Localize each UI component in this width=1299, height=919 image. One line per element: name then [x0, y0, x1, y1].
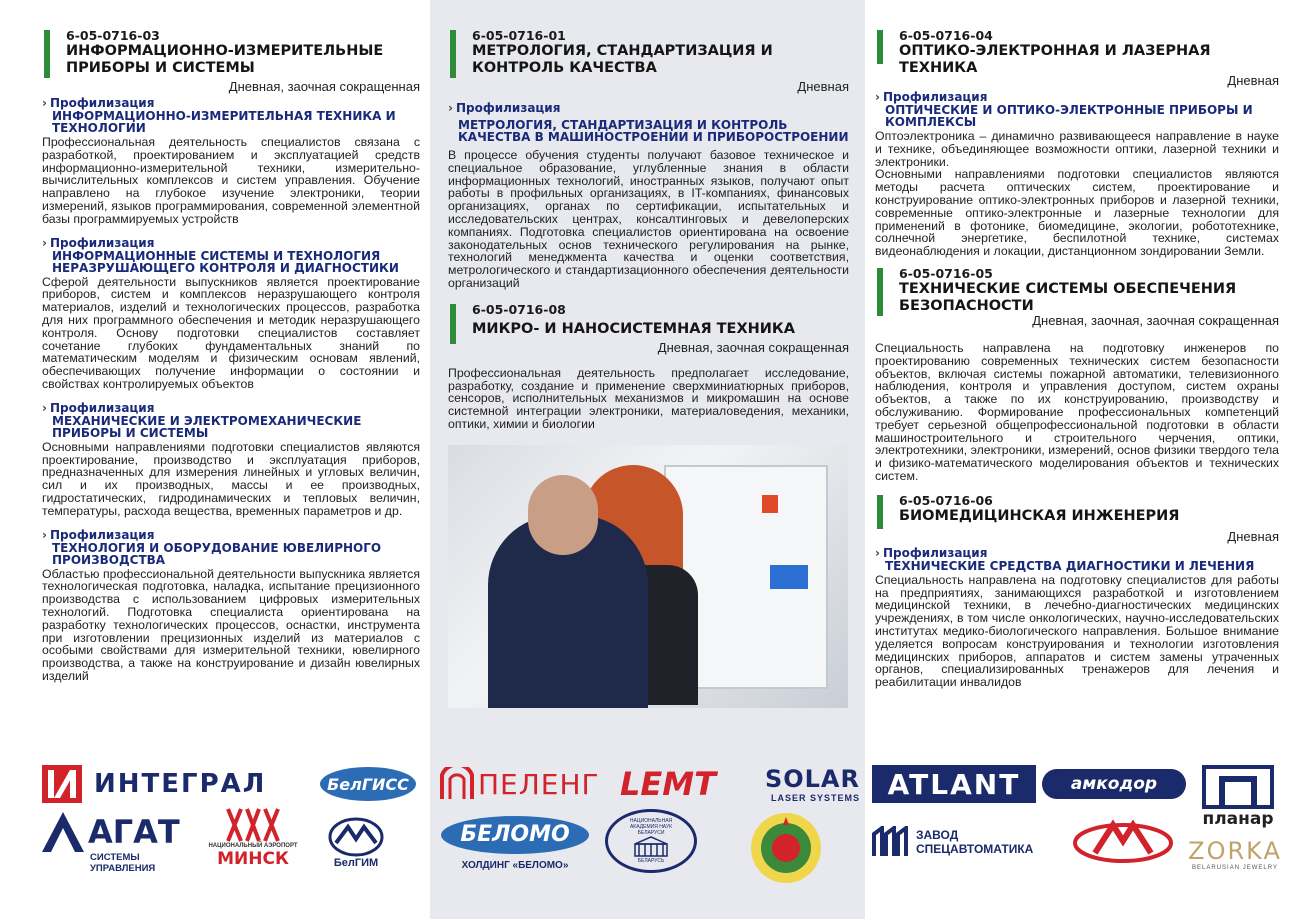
specialty-code: 6-05-0716-04 [899, 28, 993, 43]
profile-label: › Профилизация [448, 101, 561, 115]
profile-label: › Профилизация [875, 545, 988, 560]
accent-bar [44, 30, 50, 78]
belgiss-logo: БелГИСС [318, 762, 418, 806]
integral-logo: ИНТЕГРАЛ [42, 762, 292, 806]
study-form: Дневная [797, 79, 849, 94]
peleng-mark-icon [440, 767, 474, 801]
section-header [448, 302, 849, 338]
lemt-logo: LEMT [620, 765, 716, 803]
maz-logo [1068, 818, 1178, 864]
section-header [875, 266, 1279, 315]
partner-logos-left [42, 762, 422, 912]
chevron-right-icon: › [448, 101, 453, 115]
belgim-mark-icon [328, 813, 384, 857]
zorka-logo: ZORKA BELARUSIAN JEWELRY [1188, 837, 1282, 871]
nan-logo: НАЦИОНАЛЬНАЯ АКАДЕМИЯ НАУК БЕЛАРУСИ БЕЛАРУСЬ [602, 808, 700, 874]
section-header [42, 28, 420, 77]
minsk-airport-logo: НАЦИОНАЛЬНЫЙ АЭРОПОРТ МИНСК [208, 802, 298, 874]
integral-mark-icon [42, 765, 82, 803]
zavod-mark-icon [872, 826, 912, 858]
profile-text: Областью профессиональной деятельности выпускника является технологическая подготовка, наладка, испытание прецизионного производства с использованием цифровых измерительных технологий. Подготовка специалиста ориентирована на разработку технологических процессов, оснастки, инструмента при изготовлении прецизионных изделий из материалов с особыми свойствами для измерительной техники, ювелирного производства, а также на конструирование и дизайн ювелирных изделий [42, 566, 420, 683]
peleng-logo: ПЕЛЕНГ [440, 764, 612, 804]
profile-title: ИНФОРМАЦИОННЫЕ СИСТЕМЫ И ТЕХНОЛОГИЯ НЕРАЗРУШАЮЩЕГО КОНТРОЛЯ И ДИАГНОСТИКИ [52, 248, 399, 275]
specialty-title: ОПТИКО-ЭЛЕКТРОННАЯ И ЛАЗЕРНАЯ ТЕХНИКА [899, 43, 1211, 76]
chevron-right-icon: › [42, 400, 47, 415]
profile-label: › Профилизация [42, 527, 155, 542]
profile-text: В процессе обучения студенты получают базовое техническое и специальное образование, углубленные знания в области информационных технологий, иностранных языков, получают опыт работы в профильных организациях, в IT-компаниях, финансовых организациях, органах по сертификации, испытательных и исследовательских центрах, консалтинговых и девелоперских компаниях. Подготовка специалистов ориентирована на освоение законодательных основ технического регулирования на рынке, технологий менеджмента качества и оценки соответствия, метрологического и стандартизационного обеспечения деятельности организаций [448, 148, 849, 290]
academy-building-icon [631, 836, 671, 858]
section-text: Оптоэлектроника – динамично развивающееся направление в науке и технике, объединяющее возможности оптики, лазерной техники и электроники. [875, 129, 1279, 169]
belgim-logo: БелГИМ [318, 808, 394, 874]
partner-logos-middle [440, 762, 860, 912]
specialty-title: ТЕХНИЧЕСКИЕ СИСТЕМЫ ОБЕСПЕЧЕНИЯ БЕЗОПАСНОСТИ [899, 280, 1237, 314]
profile-label: › Профилизация [42, 235, 155, 250]
section-text: Профессиональная деятельность предполагает исследование, разработку, создание и применение сверхминиатюрных приборов, сенсоров, исполнительных механизмов и микромашин на основе системной интеграции электроники, материаловедения, механики, оптики, химии и биологии [448, 365, 849, 431]
atlant-logo: ATLANT [872, 764, 1036, 804]
chevron-right-icon: › [42, 235, 47, 250]
specialty-code: 6-05-0716-01 [472, 28, 566, 43]
profile-title: МЕХАНИЧЕСКИЕ И ЭЛЕКТРОМЕХАНИЧЕСКИЕ ПРИБОРЫ И СИСТЕМЫ [52, 413, 362, 440]
specialty-code: 6-05-0716-03 [66, 28, 160, 43]
profile-label: › Профилизация [42, 400, 155, 415]
planar-mark-icon [1202, 765, 1274, 809]
profile-text: Основными направлениями подготовки специалистов являются проектирование, производство и эксплуатация приборов, предназначенных для измерения линейных и угловых величин, сил и их производных, массы и ее производных, гидростатических, гидродинамических и тепловых величин, температуры, расхода вещества, временных параметров и др. [42, 439, 420, 518]
accent-bar [450, 30, 456, 78]
profile-title: ОПТИЧЕСКИЕ И ОПТИКО-ЭЛЕКТРОННЫЕ ПРИБОРЫ И КОМПЛЕКСЫ [885, 103, 1253, 129]
planar-logo: планар [1198, 762, 1278, 832]
profile-label: › Профилизация [875, 90, 988, 104]
study-form: Дневная, заочная сокращенная [657, 339, 849, 355]
maz-mark-icon [1073, 819, 1173, 863]
emblem-icon [749, 811, 823, 885]
partner-logos-right [872, 762, 1282, 912]
specialty-title: БИОМЕДИЦИНСКАЯ ИНЖЕНЕРИЯ [899, 507, 1180, 524]
specialty-title: МЕТРОЛОГИЯ, СТАНДАРТИЗАЦИЯ И КОНТРОЛЬ КАЧЕСТВА [472, 43, 773, 76]
lab-photo [448, 445, 848, 708]
profile-title: ТЕХНОЛОГИЯ И ОБОРУДОВАНИЕ ЮВЕЛИРНОГО ПРОИЗВОДСТВА [52, 540, 382, 567]
zavod-specavtomatika-logo: ЗАВОД СПЕЦАВТОМАТИКА [872, 822, 1042, 862]
chevron-right-icon: › [42, 527, 47, 542]
accent-bar [450, 304, 456, 344]
agat-mark-icon [42, 812, 84, 852]
specialty-code: 6-05-0716-08 [472, 301, 566, 317]
profile-label: › Профилизация [42, 96, 155, 110]
study-form: Дневная [1227, 528, 1279, 544]
state-emblem-logo [746, 808, 826, 888]
section-header [448, 28, 849, 77]
section-header [875, 493, 1279, 525]
amkodor-logo: амкодор [1042, 768, 1186, 800]
section-header [875, 28, 1279, 77]
solar-logo: SOLAR LASER SYSTEMS [764, 765, 860, 803]
specialty-code: 6-05-0716-05 [899, 265, 993, 281]
chevron-right-icon: › [875, 90, 880, 104]
airport-mark-icon [223, 807, 283, 843]
profile-title: ТЕХНИЧЕСКИЕ СРЕДСТВА ДИАГНОСТИКИ И ЛЕЧЕНИЯ [885, 558, 1255, 573]
section-text: Специальность направлена на подготовку инженеров по проектированию современных технических систем безопасности объектов, включая системы пожарной автоматики, телевизионного наблюдения, контроля и управления доступом, систем охраны объектов, а также по их конструированию, производству и обслуживанию. Формирование профессиональных компетенций требует серьезной общепрофессиональной подготовки в области машиностроительного и строительного черчения, оптики, электротехники, электроники, измерений, основ физики твердого тела и физико-математического моделирования объектов и технических систем. [875, 340, 1279, 483]
chevron-right-icon: › [42, 96, 47, 110]
specialty-code: 6-05-0716-06 [899, 492, 993, 508]
belomo-logo: БЕЛОМО ХОЛДИНГ «БЕЛОМО» [440, 808, 590, 878]
specialty-title: ИНФОРМАЦИОННО-ИЗМЕРИТЕЛЬНЫЕ ПРИБОРЫ И СИСТЕМЫ [66, 43, 384, 76]
agat-logo: АГАТ СИСТЕМЫ УПРАВЛЕНИЯ [42, 812, 202, 874]
profile-title: ИНФОРМАЦИОННО-ИЗМЕРИТЕЛЬНАЯ ТЕХНИКА И ТЕХНОЛОГИИ [52, 109, 396, 135]
study-form: Дневная [1227, 73, 1279, 88]
specialty-title: МИКРО- И НАНОСИСТЕМНАЯ ТЕХНИКА [472, 320, 795, 337]
section-text: Специальность направлена на подготовку специалистов для работы на предприятиях, занимающихся разработкой и изготовлением медицинской техники, в лечебно-диагностических медицинских учреждениях, в том числе онкологических, научно-исследовательских институтах медико-биологического направления. Большое внимание уделяется вопросам конструирования и технологии изготовления медицинских приборов, аппаратов и систем замены утраченных органов, специализированных тренажеров для лечения и реабилитации инвалидов [875, 572, 1279, 690]
accent-bar [877, 495, 883, 529]
study-form: Дневная, заочная, заочная сокращенная [1032, 312, 1279, 328]
accent-bar [877, 30, 883, 64]
section-text: Основными направлениями подготовки специалистов являются методы расчета оптических систем, проектирование и конструирование оптико-электронных приборов и лазерной техники, современные оптико-электронные и лазерные технологии для применений в фотонике, биомедицине, экологии, робототехнике, солнечной энергетике, беспилотной технике, системах видеонаблюдения и локации, дистанционном зондировании Земли. [875, 167, 1279, 259]
profile-text: Профессиональная деятельность специалистов связана с разработкой, проектированием и эксплуатацией средств информационно-измерительной техники, измерительно-вычислительных комплексов и систем управления. Обучение направлено на глубокое изучение электроники, теории измерений, языков программирования, современной элементной базы программируемых устройств [42, 135, 420, 226]
profile-text: Сферой деятельности выпускников является проектирование приборов, систем и комплексов неразрушающего контроля материалов, изделий и технологических процессов, разработка для них программного обеспечения и методик неразрушающего контроля. Основу подготовки специалистов составляет сочетание глубоких фундаментальных знаний по математическим моделям и физическим основам явлений, обеспечивающих получение информации о состоянии и свойствах контролируемых объектов [42, 274, 420, 391]
profile-title: МЕТРОЛОГИЯ, СТАНДАРТИЗАЦИЯ И КОНТРОЛЬ КАЧЕСТВА В МАШИНОСТРОЕНИИ И ПРИБОРОСТРОЕНИИ [458, 118, 849, 144]
accent-bar [877, 268, 883, 316]
chevron-right-icon: › [875, 545, 880, 560]
study-form: Дневная, заочная сокращенная [228, 79, 420, 94]
